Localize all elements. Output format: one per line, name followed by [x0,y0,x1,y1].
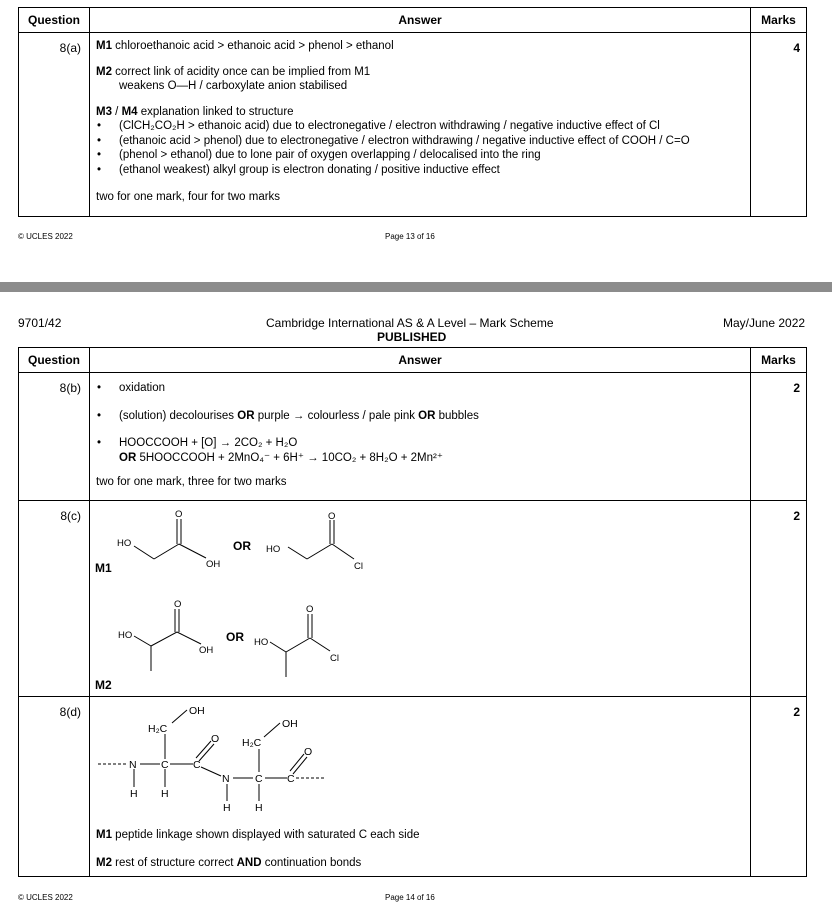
marks-value: 2 [751,697,807,877]
bond-line [134,636,151,646]
explanation-list [96,119,744,177]
answer-cell [90,33,751,217]
structure-diagrams-8c [90,501,750,696]
m1-label: M1 [96,829,112,841]
bond-line [310,638,330,651]
footer-copyright: © UCLES 2022 [18,893,73,902]
question-number: 8(c) [19,501,90,697]
m2-label: M2 [96,65,112,78]
footer-copyright: © UCLES 2022 [18,232,73,241]
paper-code: 9701/42 [18,316,62,330]
marks-value: 4 [751,33,807,217]
list-item: • (ClCH₂CO₂H > ethanoic acid) due to electronegative / electron withdrawing / negative inductive effect of Cl [96,119,744,134]
bond-line [286,638,310,652]
m2-text: rest of structure correct [111,856,237,869]
m2-line [96,65,744,80]
or-label: OR [418,409,436,422]
list-item: • oxidation [96,381,744,396]
table-header-row [19,8,807,33]
or-label: OR [226,630,244,644]
answer-header: Answer [90,8,751,33]
atom-label: N [222,773,230,785]
page-separator [0,282,832,292]
footer-page-number: Page 14 of 16 [385,893,435,902]
atom-label: C [161,759,169,771]
and-label: AND [236,856,262,869]
question-number: 8(a) [19,33,90,217]
atom-label: HO [266,544,281,555]
atom-label: H [161,788,169,800]
dipeptide-structure [90,697,750,822]
m1-line [96,828,744,843]
atom-label: O [304,746,313,758]
table-row-8a [19,33,807,217]
atom-label: HO [118,630,133,641]
m34-text: explanation linked to structure [137,105,294,118]
list-item: • (ethanol weakest) alkyl group is electron donating / positive inductive effect [96,163,744,178]
m1-text: peptide linkage shown displayed with saturated C each side [111,829,420,841]
observation-text: bubbles [435,409,479,422]
bond-line [270,642,286,652]
list-item: • (ethanoic acid > phenol) due to electronegative / electron withdrawing / negative inductive effect of COOH / C=O [96,134,744,149]
answer-cell [90,697,751,877]
atom-label: C [255,773,263,785]
atom-label: O [306,604,314,615]
m2-label: M2 [96,856,112,869]
list-item [96,436,744,465]
atom-label: OH [199,645,214,656]
question-number: 8(d) [19,697,90,877]
bond-line [179,544,206,558]
bond-line [201,767,221,776]
atom-label: OH [189,705,205,717]
m2-text: continuation bonds [261,856,362,869]
mark-scheme-table-page14 [18,347,807,877]
document-title: Cambridge International AS & A Level – Mark Scheme [266,316,554,330]
footer-page-number: Page 13 of 16 [385,232,435,241]
bond-line [307,544,332,559]
m4-label: M4 [121,105,138,118]
equation-2: 5HOOCCOOH + 2MnO₄⁻ + 6H⁺ → 10CO₂ + 8H₂O + 2Mn²⁺ [136,451,443,464]
marking-note: two for one mark, four for two marks [96,191,281,203]
question-header: Question [19,348,90,373]
m2-text: correct link of acidity once can be implied from M1 [111,65,371,78]
answer-header: Answer [90,348,751,373]
marks-value: 2 [751,373,807,501]
m2-subline: weakens O—H / carboxylate anion stabilised [119,80,348,92]
bond-line [288,547,307,559]
or-label: OR [237,409,255,422]
atom-label: HO [254,637,269,648]
m2-line [96,856,744,871]
bond-line [177,632,201,644]
atom-label: O [328,511,336,522]
m3-label: M3 [96,105,112,118]
answer-cell [90,501,751,697]
question-header: Question [19,8,90,33]
atom-label: O [175,509,183,520]
m1-line [96,39,744,54]
bond-line [154,544,179,559]
marks-header: Marks [751,348,807,373]
or-label: OR [233,539,251,553]
atom-label: C [193,759,201,771]
table-row-8d [19,697,807,877]
atom-label: OH [282,718,298,730]
equation-1: HOOCCOOH + [O] → 2CO₂ + H₂O [119,437,298,449]
atom-label: H₂C [148,723,168,735]
m34-line [96,105,744,120]
atom-label: O [211,733,220,745]
atom-label: Cl [354,561,363,572]
m1-label: M1 [95,561,112,575]
table-row-8c [19,501,807,697]
bond-line [264,723,280,737]
m1-label: M1 [96,40,112,52]
mark-scheme-table-page13 [18,7,807,217]
atom-label: HO [117,538,132,549]
oxidation-list [96,381,744,465]
published-label: PUBLISHED [377,330,447,344]
bond-line [172,710,187,723]
m34-separator: / [111,105,122,118]
atom-label: H [255,802,263,814]
atom-label: H [130,788,138,800]
atom-label: O [174,599,182,610]
list-item [96,409,744,424]
observation-text: purple → colourless / pale pink [254,409,419,422]
table-row-8b [19,373,807,501]
list-item: • (phenol > ethanol) due to lone pair of oxygen overlapping / delocalised into the ring [96,148,744,163]
observation-text: (solution) decolourises [119,409,238,422]
m2-label: M2 [95,678,112,692]
question-number: 8(b) [19,373,90,501]
marking-note: two for one mark, three for two marks [96,476,287,488]
marks-value: 2 [751,501,807,697]
answer-cell [90,373,751,501]
atom-label: H₂C [242,737,262,749]
atom-label: Cl [330,653,339,664]
atom-label: C [287,773,295,785]
bond-line [151,632,177,646]
atom-label: N [129,759,137,771]
exam-session: May/June 2022 [723,316,806,330]
atom-label: H [223,802,231,814]
m1-text: chloroethanoic acid > ethanoic acid > phenol > ethanol [111,40,394,52]
bond-line [134,546,154,559]
marks-header: Marks [751,8,807,33]
bond-line [332,544,354,559]
or-label: OR [119,451,137,464]
atom-label: OH [206,559,221,570]
table-header-row [19,348,807,373]
